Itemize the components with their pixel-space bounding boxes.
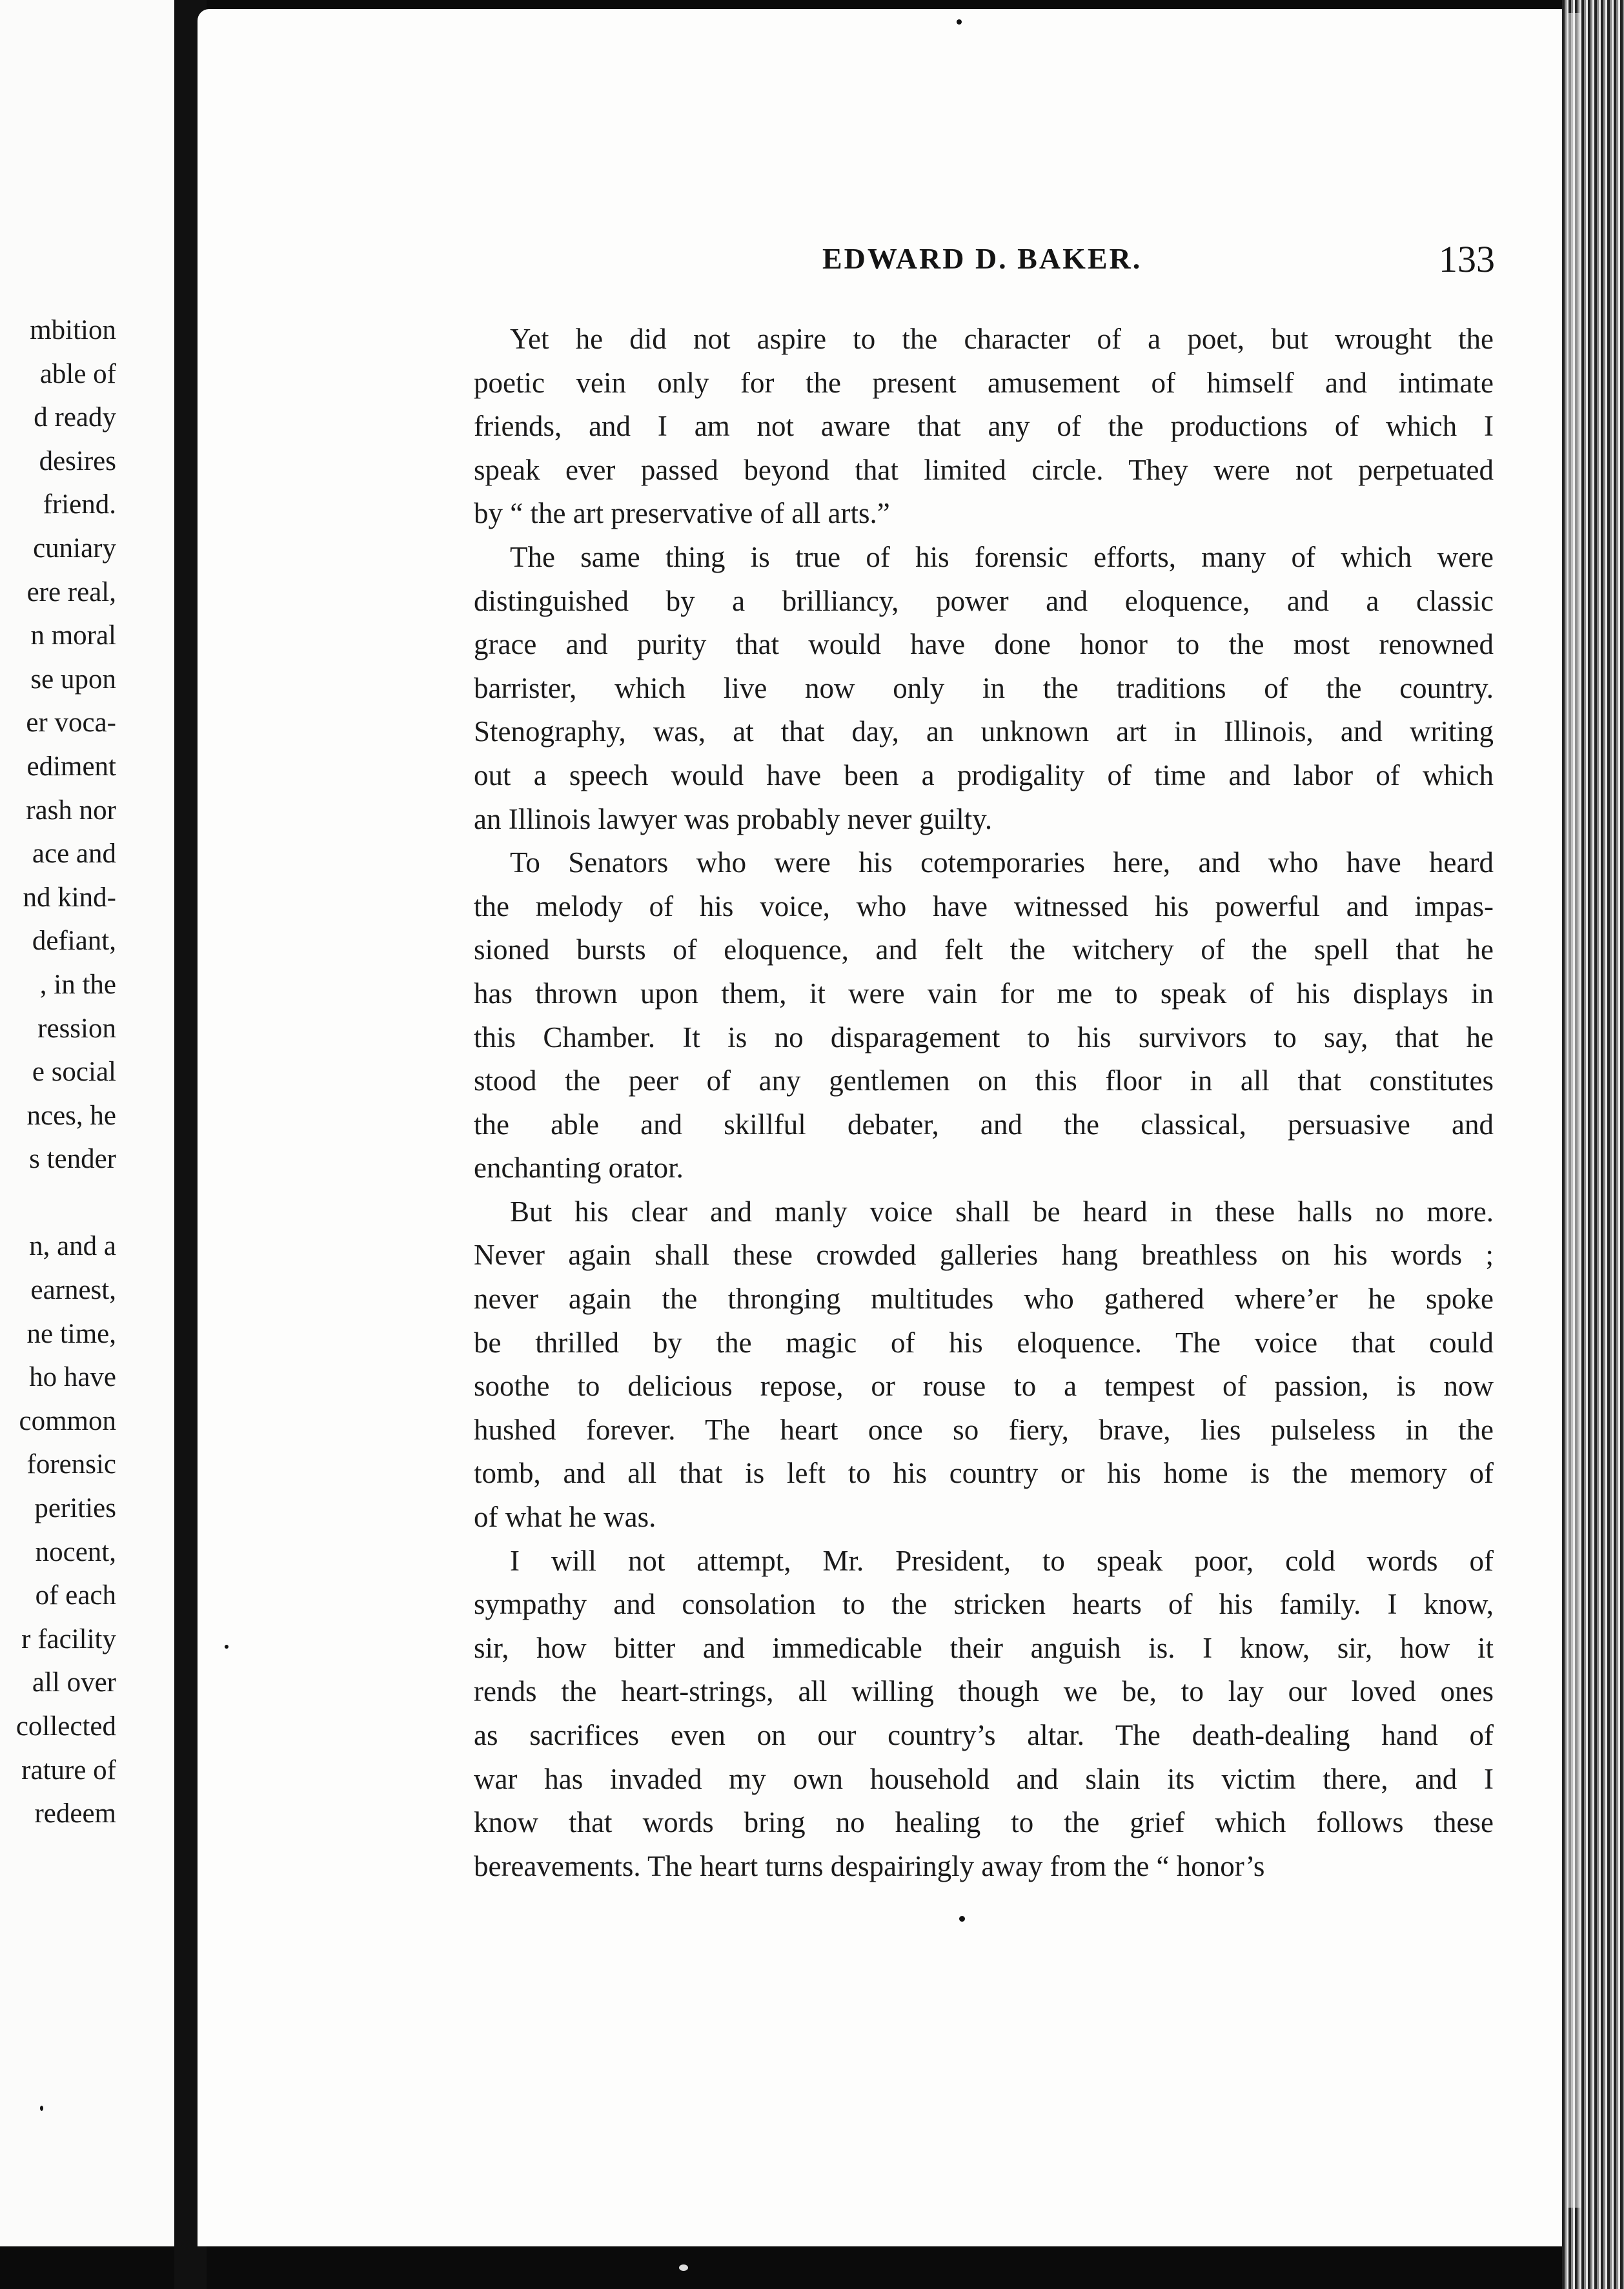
- text-line: bereavements. The heart turns despairingly away from the “ honor’s: [474, 1849, 1265, 1882]
- text-line: poetic vein only for the present amusement of himself and intimate: [474, 366, 1494, 399]
- text-line: the able and skillful debater, and the classical, persuasive and: [474, 1108, 1494, 1141]
- text-line: I will not attempt, Mr. President, to speak poor, cold words of: [510, 1544, 1494, 1577]
- page-number: 133: [1439, 238, 1495, 280]
- text-line: grace and purity that would have done honor to the most renowned: [474, 628, 1494, 661]
- text-line: enchanting orator.: [474, 1152, 684, 1185]
- text-line: Never again shall these crowded galleries hang breathless on his words ;: [474, 1239, 1494, 1272]
- left-page-fragment: perities: [34, 1493, 116, 1524]
- left-page-fragment: nocent,: [35, 1536, 116, 1567]
- left-page-fragment: er voca-: [26, 707, 116, 738]
- left-page-fragment: defiant,: [32, 926, 116, 957]
- left-page-fragment: ediment: [26, 751, 116, 782]
- body-text: [474, 318, 1494, 1888]
- text-line: as sacrifices even on our country’s altar. The death-dealing hand of: [474, 1719, 1494, 1751]
- text-line: To Senators who were his cotemporaries here, and who have heard: [510, 846, 1494, 879]
- left-page-fragment: nces, he: [26, 1100, 116, 1131]
- left-page-fragment: ace and: [32, 839, 116, 870]
- left-page-fragment: able of: [39, 358, 116, 389]
- text-line: Yet he did not aspire to the character of a poet, but wrought the: [510, 323, 1494, 355]
- text-line: the melody of his voice, who have witnessed his powerful and impas-: [474, 890, 1494, 922]
- scan-speck: [959, 1916, 965, 1922]
- left-page-fragment: all over: [32, 1667, 116, 1698]
- page-header: [198, 238, 1495, 287]
- left-page-fragment: d ready: [34, 402, 116, 433]
- scan-speck: [957, 19, 962, 25]
- text-line: Stenography, was, at that day, an unknown art in Illinois, and writing: [474, 715, 1494, 748]
- text-line: sir, how bitter and immedicable their anguish is. I know, sir, how it: [474, 1631, 1494, 1664]
- text-line: soothe to delicious repose, or rouse to a tempest of passion, is now: [474, 1370, 1494, 1403]
- left-page-fragment: se upon: [30, 664, 116, 695]
- left-page-fragment: redeem: [34, 1798, 116, 1829]
- left-page-fragment: earnest,: [30, 1275, 116, 1306]
- text-line: out a speech would have been a prodigality of time and labor of which: [474, 758, 1494, 791]
- left-page-fragment: ere real,: [26, 576, 116, 607]
- text-line: be thrilled by the magic of his eloquence. The voice that could: [474, 1326, 1494, 1359]
- text-line: friends, and I am not aware that any of the productions of which I: [474, 410, 1494, 443]
- left-page-fragment: , in the: [39, 969, 116, 1000]
- text-line: by “ the art preservative of all arts.”: [474, 497, 890, 530]
- scan-speck: [225, 1645, 228, 1649]
- left-page-fragment: rash nor: [26, 795, 116, 826]
- text-line: war has invaded my own household and slain its victim there, and I: [474, 1762, 1494, 1795]
- text-line: has thrown upon them, it were vain for me to speak of his displays in: [474, 977, 1494, 1010]
- left-page-fragment: ression: [37, 1013, 116, 1044]
- text-line: know that words bring no healing to the grief which follows these: [474, 1806, 1494, 1839]
- left-page-fragment: r facility: [21, 1623, 116, 1654]
- left-page-fragment: [0, 1181, 116, 1225]
- left-page-fragment: rature of: [21, 1755, 116, 1785]
- left-page-fragment: ne time,: [26, 1318, 116, 1349]
- left-page-fragment: desires: [39, 445, 116, 476]
- text-line: rends the heart-strings, all willing though we be, to lay our loved ones: [474, 1675, 1494, 1708]
- scan-speck: [40, 2106, 43, 2111]
- left-page-fragment: e social: [32, 1057, 116, 1088]
- text-line: But his clear and manly voice shall be heard in these halls no more.: [510, 1195, 1494, 1228]
- text-line: distinguished by a brilliancy, power and eloquence, and a classic: [474, 584, 1494, 617]
- left-page-fragment: common: [19, 1405, 116, 1436]
- left-page-fragment: collected: [15, 1711, 116, 1742]
- main-page: [198, 9, 1565, 2246]
- left-page-fragment: n moral: [30, 620, 116, 651]
- left-page-fragment: forensic: [26, 1449, 116, 1480]
- left-page-fragment: s tender: [29, 1144, 116, 1175]
- text-line: of what he was.: [474, 1501, 656, 1534]
- text-line: stood the peer of any gentlemen on this floor in all that constitutes: [474, 1064, 1494, 1097]
- running-head: EDWARD D. BAKER.: [822, 242, 1142, 275]
- text-line: an Illinois lawyer was probably never guilty.: [474, 802, 993, 835]
- text-line: The same thing is true of his forensic efforts, many of which were: [510, 540, 1494, 573]
- left-page-fragment: nd kind-: [23, 882, 116, 913]
- left-page-fragment: ho have: [29, 1362, 116, 1393]
- left-page-fragment: n, and a: [29, 1231, 116, 1262]
- text-line: sioned bursts of eloquence, and felt the witchery of the spell that he: [474, 933, 1494, 966]
- left-page-text-fragments: [0, 309, 116, 1836]
- left-page-fragment: friend.: [43, 489, 116, 520]
- left-page-fragment: cuniary: [33, 533, 116, 564]
- text-line: sympathy and consolation to the stricken hearts of his family. I know,: [474, 1588, 1494, 1621]
- text-line: hushed forever. The heart once so fiery, brave, lies pulseless in the: [474, 1413, 1494, 1446]
- left-page-fragment: of each: [35, 1580, 116, 1611]
- text-line: never again the thronging multitudes who gathered where’er he spoke: [474, 1283, 1494, 1316]
- text-line: tomb, and all that is left to his country or his home is the memory of: [474, 1457, 1494, 1490]
- page-edge-highlight: [1568, 13, 1581, 2208]
- scan-speck: [679, 2264, 688, 2271]
- left-facing-page: [0, 0, 200, 2246]
- text-line: this Chamber. It is no disparagement to his survivors to say, that he: [474, 1021, 1494, 1053]
- text-line: speak ever passed beyond that limited circle. They were not perpetuated: [474, 453, 1494, 486]
- left-page-fragment: mbition: [30, 315, 116, 345]
- text-line: barrister, which live now only in the traditions of the country.: [474, 671, 1494, 704]
